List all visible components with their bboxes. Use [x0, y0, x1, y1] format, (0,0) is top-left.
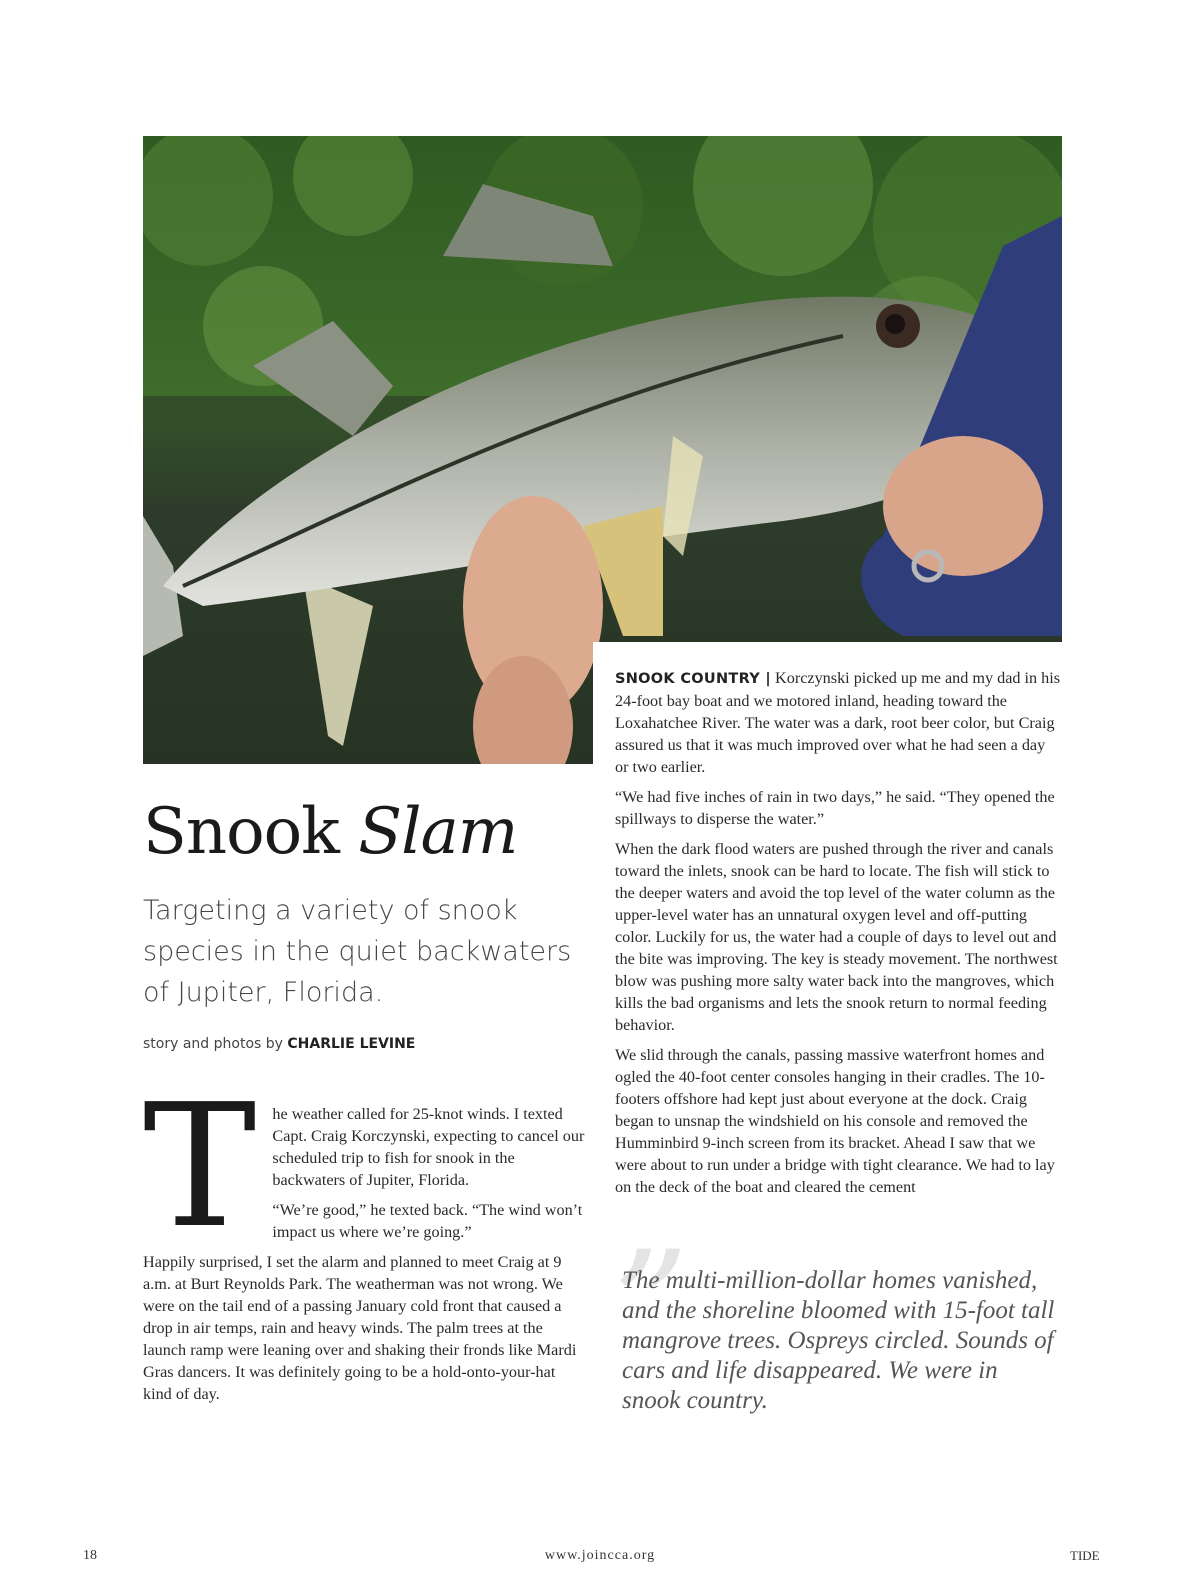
quote-mark-icon: ”	[612, 1220, 689, 1394]
magazine-name: TIDE	[1070, 1548, 1100, 1563]
pull-quote	[622, 1266, 1062, 1416]
article-title	[143, 795, 517, 869]
section-paragraph	[615, 667, 1062, 778]
pull-quote-text: The multi-million-dollar homes vanished, and the shoreline bloomed with 15-foot tall mangrove trees. Ospreys circled. Sounds of cars and life disappeared. We were in snook country.	[622, 1267, 1055, 1414]
body-paragraph: “We’re good,” he texted back. “The wind won’t impact us where we’re going.”	[272, 1201, 583, 1241]
article-deck: Targeting a variety of snook species in the quiet backwaters of Jupiter, Florida.	[143, 895, 572, 1008]
body-paragraph: Happily surprised, I set the alarm and planned to meet Craig at 9 a.m. at Burt Reynolds Park. The weatherman was not wrong. We were on the tail end of a passing January cold front that caused a drop in air temps, rain and heavy winds. The palm trees at the launch ramp were leaning over and shaking their fronds like Mardi Gras dancers. It was definitely going to be a hold-onto-your-hat kind of day.	[143, 1253, 577, 1403]
section-text: Korczynski picked up me and my dad in his 24-foot bay boat and we motored inland, heading toward the Loxahatchee River. The water was a dark, root beer color, but Craig assured us that it was much improved over what he had seen a day or two earlier.	[615, 669, 1061, 776]
byline-prefix: story and photos by	[143, 1036, 283, 1052]
body-paragraph: We slid through the canals, passing massive waterfront homes and ogled the 40-foot center consoles hanging in their cradles. The 10-footers offshore had kept just about everyone at the dock. Craig began to unsnap the windshield on his console and removed the Humminbird 9-inch screen from its bracket. Ahead I saw that we were about to run under a bridge with tight clearance. We had to lay on the deck of the boat and cleared the cement	[615, 1046, 1055, 1196]
title-plain: Snook	[143, 795, 339, 869]
right-column	[615, 667, 1062, 1206]
byline	[143, 1036, 415, 1052]
title-italic: Slam	[358, 795, 518, 869]
body-paragraph: “We had five inches of rain in two days,” he said. “They opened the spillways to disperse the water.”	[615, 788, 1055, 828]
left-column	[143, 1068, 588, 1413]
drop-cap: T	[143, 1068, 257, 1266]
intro-text: he weather called for 25-knot winds. I texted Capt. Craig Korczynski, expecting to cancel our scheduled trip to fish for snook in the backwaters of Jupiter, Florida.	[272, 1105, 585, 1189]
body-paragraph: When the dark flood waters are pushed through the river and canals toward the inlets, snook can be hard to locate. The fish will stick to the deeper waters and avoid the top level of the water column as the upper-level water has an unnatural oxygen level and off-putting color. Luckily for us, the water had a couple of days to level out and the bite was improving. The key is steady movement. The northwest blow was pushing more salty water back into the mangroves, which kills the bad organisms and lets the snook return to normal feeding behavior.	[615, 840, 1058, 1034]
page-number: 18	[83, 1548, 97, 1563]
section-kicker: SNOOK COUNTRY |	[615, 671, 771, 687]
byline-author: CHARLIE LEVINE	[287, 1036, 416, 1052]
footer-url[interactable]: www.joincca.org	[544, 1548, 656, 1563]
